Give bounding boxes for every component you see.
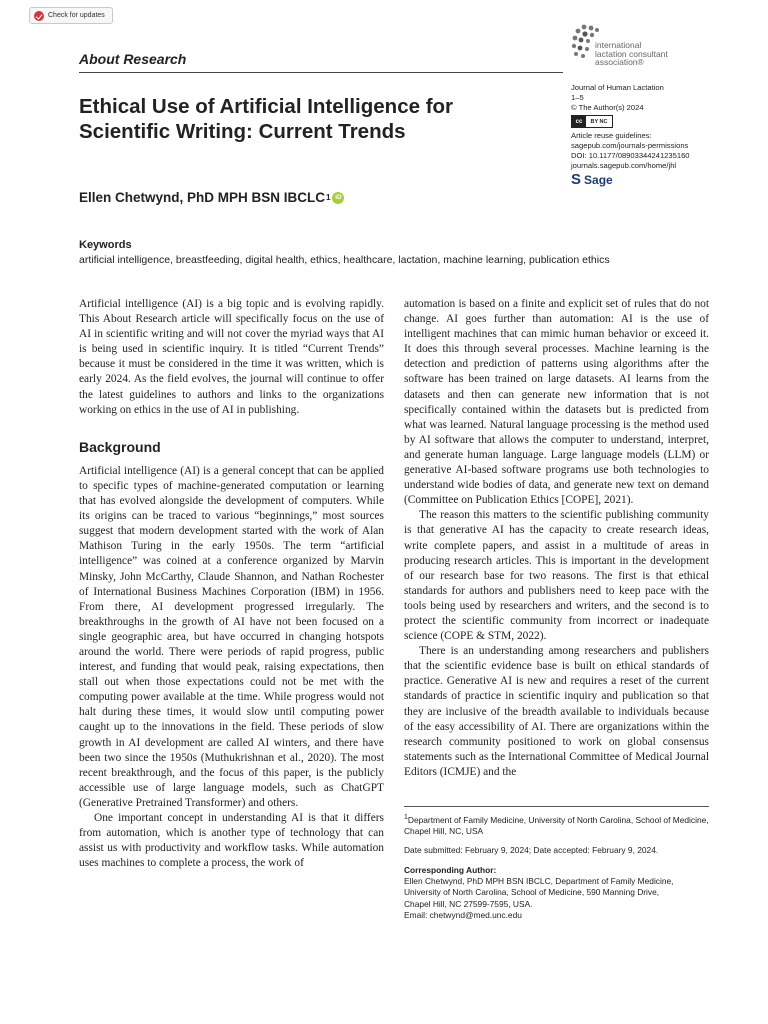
corresponding-author-email[interactable]: Email: chetwynd@med.unc.edu (404, 909, 522, 920)
intro-paragraph: Artificial intelligence (AI) is a big topic and is evolving rapidly. This About Research article will specifically focus on the use of AI in scientific writing and will not cover the myriad ways that AI is being used in scientific inquiry. It is titled “Current Trends” because it must be considered in the time it was written, which is early 2024. As the field evolves, the journal will continue to offer the latest guidelines to authors and links to the organizations working on ethics in the use of AI in publishing. (79, 298, 384, 416)
check-for-updates-label: Check for updates (48, 12, 105, 19)
right-paragraph-3: There is an understanding among researchers and publishers that the scientific evidence base is built on ethical standards of practice. Generative AI is new and requires a reset of the current standards of practice in scientific inquiry and publication so that they are inclusive of the breadth available to individuals because of the easy accessibility of AI. There are organizations within the research community positioned to work on global consensus statements such as the International Committee of Medical Journal Editors (ICMJE) and the (404, 645, 709, 778)
author-name: Ellen Chetwynd, PhD MPH BSN IBCLC (79, 190, 326, 205)
journal-copyright: © The Author(s) 2024 (571, 103, 644, 112)
body-column-left (79, 297, 384, 871)
corresponding-author-line-3: Chapel Hill, NC 27599-7595, USA. (404, 898, 533, 909)
background-heading: Background (79, 438, 161, 455)
reuse-guidelines-link[interactable]: sagepub.com/journals-permissions (571, 141, 689, 150)
affiliation-note (404, 812, 709, 837)
check-updates-icon (34, 11, 44, 21)
sage-publisher: Sage (584, 173, 613, 187)
keywords-list: artificial intelligence, breastfeeding, digital health, ethics, healthcare, lactation, machine learning, publication ethics (79, 254, 610, 266)
footnote-divider (404, 806, 709, 807)
keywords-block (79, 239, 699, 266)
sage-logo (571, 171, 751, 188)
footnotes (404, 806, 709, 921)
ilca-logo (571, 24, 721, 74)
corresponding-author-heading: Corresponding Author: (404, 864, 497, 875)
cc-icon: cc (572, 116, 586, 127)
journal-name: Journal of Human Lactation (571, 83, 664, 92)
section-label: About Research (79, 51, 187, 67)
keywords-heading: Keywords (79, 239, 132, 251)
logo-line-2: lactation consultant (595, 48, 668, 59)
right-paragraph-1: automation is based on a finite and explicit set of rules that do not change. AI goes further than automation: AI is the use of intelligent machines that can mimic human behavior or exceed it. It does this through several processes. Machine learning is the detection and prediction of patterns using algorithms after the software has been trained on large datasets. AI learns from the datasets and then can generate new information that is not specifically contained within the datasets but is predicted from what was learned. Natural language processing is the method used by AI software that allows the computer to understand, interpret, and generate human language. Large language models (LLM) or generative AI-based software programs use both technologies to understand wide bodies of data, and generate new text on demand (Committee on Publication Ethics [COPE], 2021). (404, 298, 709, 507)
author-affiliation-marker: 1 (326, 193, 331, 202)
check-for-updates-button[interactable] (29, 7, 113, 24)
body-column-right (404, 297, 709, 780)
ilca-logo-text (595, 41, 668, 67)
date-note: Date submitted: February 9, 2024; Date accepted: February 9, 2024. (404, 845, 659, 856)
journal-pages: 1–5 (571, 93, 584, 102)
affiliation-marker: 1 (404, 814, 408, 821)
logo-line-3: association® (595, 57, 644, 67)
logo-line-1: international (595, 40, 642, 50)
journal-home-link[interactable]: journals.sagepub.com/home/jhl (571, 161, 677, 170)
affiliation-text: Department of Family Medicine, University of North Carolina, School of Medicine, Chapel Hill, NC, USA (404, 814, 709, 837)
journal-info (571, 83, 751, 188)
doi-link[interactable]: DOI: 10.1177/08903344241235160 (571, 151, 690, 160)
reuse-guidelines-label: Article reuse guidelines: (571, 131, 652, 140)
corresponding-author-line-2: University of North Carolina, School of Medicine, 590 Manning Drive, (404, 887, 660, 898)
corresponding-author-line-1: Ellen Chetwynd, PhD MPH BSN IBCLC, Department of Family Medicine, (404, 875, 674, 886)
sage-s-icon: S (571, 171, 582, 188)
background-paragraph-2: One important concept in understanding AI is that it differs from automation, which is another type of technology that can assist us with productivity and workflow tasks. While automation uses machines to complete a process, the work of (79, 812, 384, 870)
background-paragraph-1: Artificial intelligence (AI) is a general concept that can be applied to specific types of machine-generated computation or learning that has evolved alongside the development of computers. While its origins can be traced to various “beginnings,” most sources suggest that modern development started with the work of Alan Mathison Turing in the early 1950s. The term “artificial intelligence” was coined at a conference organized by Marvin Minsky, John McCarthy, Claude Shannon, and Nathan Rochester of International Business Machines Corporation (IBM) in 1956. From there, AI development progressed irregularly. The breakthroughs in the growth of AI have not been focused on a single geographic area, but have occurred in changing hotspots around the world. There were periods of rapid progress, public interest, and funding that would peak, raising expectations, then stall out when those expectations could not be met with the computing power available at the time. While progress would not halt during these times, it would slow until computing power caught up to the innovations in the field. These periods of slow growth in AI development are called AI winters, and there have been two since the 1950s (Muthukrishnan et al., 2020). The most recent breakthrough, and the focus of this paper, is the publicly accessible use of large language models, such as ChatGPT (Generative Pretrained Transformer) and others. (79, 464, 384, 809)
right-paragraph-2: The reason this matters to the scientific publishing community is that generative AI has the capacity to create research ideas, write complete papers, and assist in a multitude of areas in producing research articles. This is important in the development of our research base for two reasons. The first is that ethical standards for authors and publishers need to keep pace with the tools being used by researchers and writers, and the second is to protect the scientific community from incorrect or inadequate science (COPE & STM, 2022). (404, 509, 709, 643)
orcid-icon[interactable]: iD (332, 192, 344, 204)
cc-license-terms: BY NC (590, 118, 608, 125)
article-title: Ethical Use of Artificial Intelligence for Scientific Writing: Current Trends (79, 95, 454, 143)
header-divider (79, 72, 563, 73)
author-line (79, 190, 344, 205)
cc-license-badge[interactable] (571, 115, 613, 128)
